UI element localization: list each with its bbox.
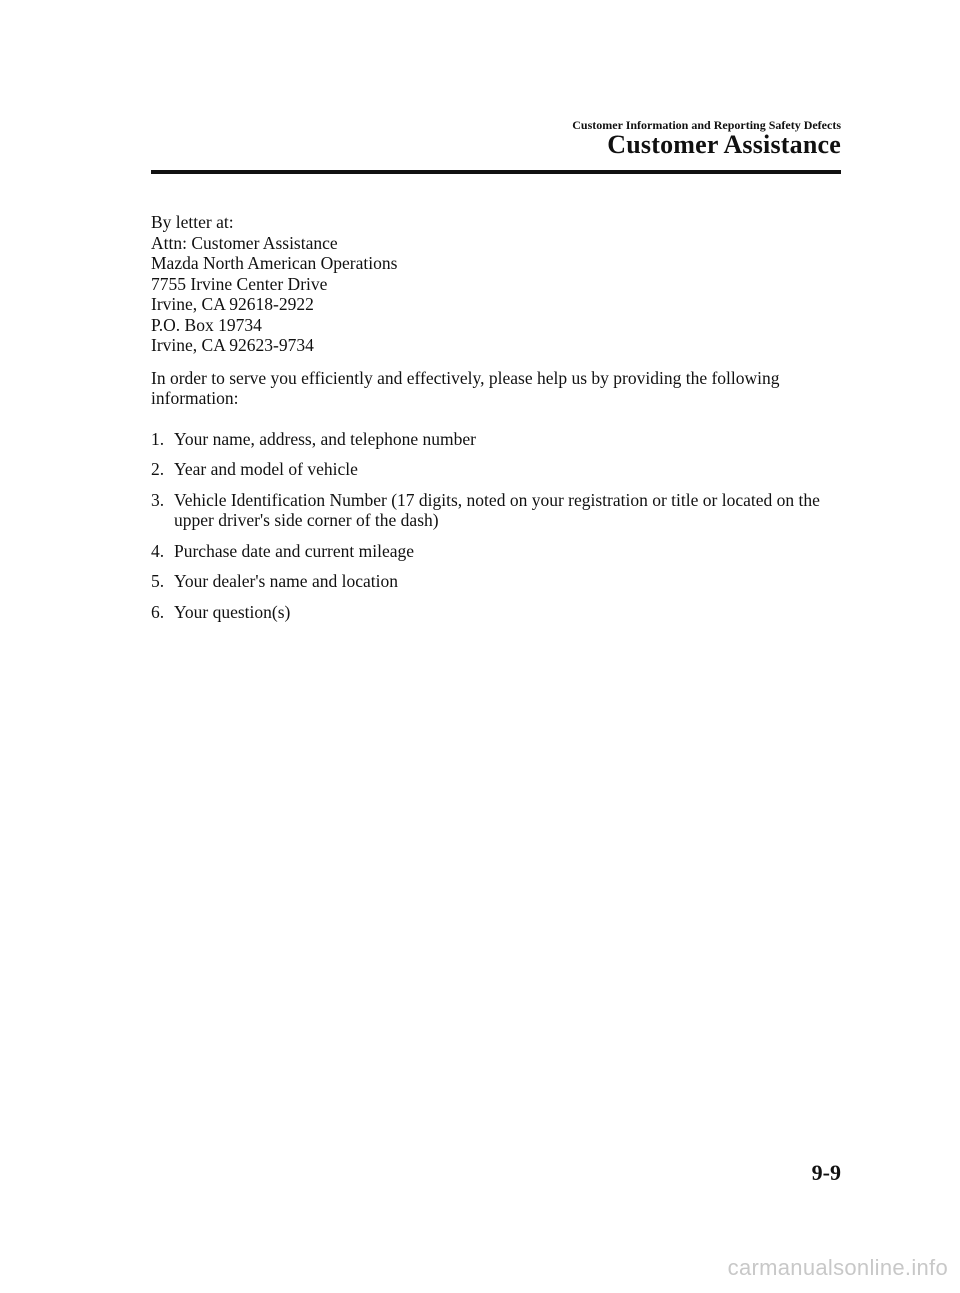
address-line: P.O. Box 19734 xyxy=(151,314,262,335)
address-line: Irvine, CA 92618-2922 xyxy=(151,294,314,314)
list-item xyxy=(151,459,841,480)
list-item-number: 2. xyxy=(151,459,165,479)
list-item-text: Year and model of vehicle xyxy=(174,459,358,479)
page-title: Customer Assistance xyxy=(607,130,841,159)
required-info-list xyxy=(151,429,841,623)
list-item xyxy=(151,541,841,562)
list-item xyxy=(151,490,841,531)
section-heading: Customer Information and Reporting Safety Defects xyxy=(572,118,841,132)
list-item xyxy=(151,429,841,450)
list-item-number: 3. xyxy=(151,489,165,510)
mailing-address xyxy=(151,212,841,356)
list-item-text: Your question(s) xyxy=(174,601,291,622)
address-line: Attn: Customer Assistance xyxy=(151,232,338,253)
list-item-number: 5. xyxy=(151,571,165,591)
list-item-text: Your name, address, and telephone number xyxy=(174,428,476,449)
list-item-number: 1. xyxy=(151,428,165,449)
list-item-number: 4. xyxy=(151,540,165,561)
intro-paragraph: In order to serve you efficiently and effectively, please help us by providing the following information: xyxy=(151,367,780,408)
list-item-number: 6. xyxy=(151,601,165,622)
page-body xyxy=(151,212,841,632)
list-item-text: Your dealer's name and location xyxy=(174,571,398,591)
list-item xyxy=(151,602,841,623)
list-item-text: Vehicle Identification Number (17 digits, noted on your registration or title or located on the upper driver's side corner of the dash) xyxy=(174,489,820,530)
watermark: carmanualsonline.info xyxy=(727,1255,948,1280)
list-item-text: Purchase date and current mileage xyxy=(174,540,415,561)
page-number: 9-9 xyxy=(811,1160,841,1185)
header-divider xyxy=(151,170,841,174)
address-line: 7755 Irvine Center Drive xyxy=(151,273,328,294)
address-line: Mazda North American Operations xyxy=(151,253,398,273)
address-line: By letter at: xyxy=(151,212,234,232)
list-item xyxy=(151,571,841,592)
address-line: Irvine, CA 92623-9734 xyxy=(151,335,314,355)
